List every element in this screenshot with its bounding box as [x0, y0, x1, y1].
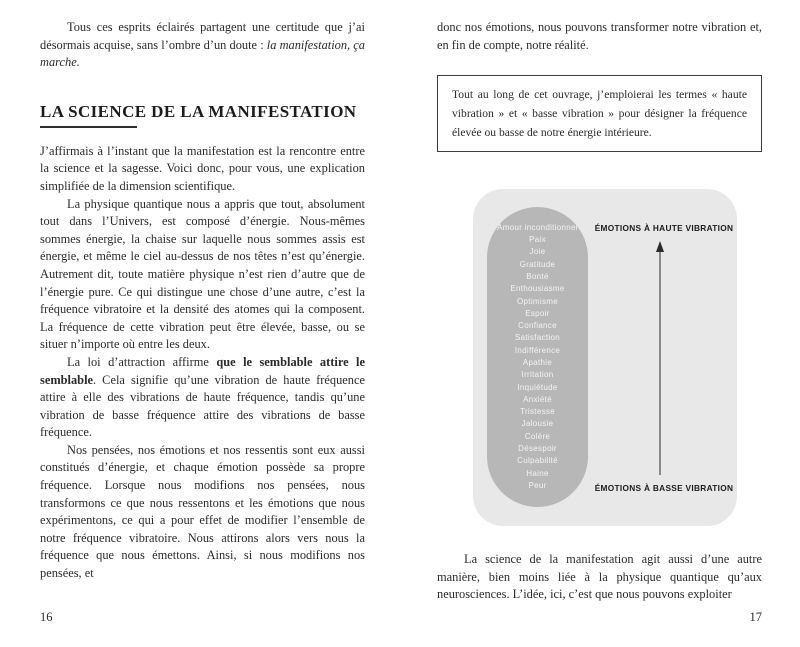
- emotion-label: Jalousie: [521, 419, 554, 429]
- heading-underline: [40, 126, 137, 128]
- emotion-label: Confiance: [518, 321, 557, 331]
- closing-paragraph: La science de la manifestation agit aussi d’une autre manière, bien moins liée à la physique quantique qu’aux neurosciences. L’idée, ici, c’est que nous pouvons exploiter: [437, 552, 762, 602]
- emotion-label: Enthousiasme: [510, 284, 565, 294]
- emotion-label: Indifférence: [514, 345, 561, 355]
- paragraph: J’affirmais à l’instant que la manifestation est la rencontre entre la science et la sagesse. Voici donc, pour vous, une explication simplifiée de la dimension scientifique.: [40, 143, 365, 193]
- emotion-label: Anxiété: [523, 394, 552, 404]
- continuation-paragraph: donc nos émotions, nous pouvons transformer notre vibration et, en fin de compte, notre réalité.: [437, 20, 762, 52]
- emotion-label: Haine: [526, 468, 549, 478]
- opening-paragraph: Tous ces esprits éclairés partagent une certitude que j’ai désormais acquise, sans l’ombre d’un doute : la manifestation, ça marche.: [40, 20, 365, 70]
- paragraph: La physique quantique nous a appris que tout, absolument tout dans l’Univers, est composé d’énergie. Nous-mêmes sommes énergie, la chaise sur laquelle nous sommes assis est énergie, et même le ciel au-dessus de nos têtes n’est qu’énergie. Autrement dit, toute matière physique n’est rien d’autre que de l’énergie pure. Ce qui distingue une chose d’une autre, c’est la fréquence vibratoire et la densité des atomes qui la composent. La fréquence de cette vibration peut être élevée, basse, ou se situer n’importe où entre les deux.: [40, 196, 365, 352]
- page-number-right: 17: [749, 610, 762, 624]
- emotion-label: Désespoir: [518, 444, 557, 454]
- vibration-diagram: [473, 189, 737, 526]
- emotion-label: Espoir: [525, 308, 550, 318]
- page-number-left: 16: [40, 610, 53, 624]
- emotion-label: Peur: [528, 480, 547, 490]
- emotion-label: Satisfaction: [515, 333, 560, 343]
- emotion-label: Optimisme: [517, 296, 558, 306]
- emotion-capsule: [487, 207, 588, 507]
- emotion-label: Paix: [529, 235, 546, 245]
- emotion-label: Culpabilité: [517, 456, 558, 466]
- left-page: [40, 0, 365, 647]
- emotion-label: Apathie: [522, 358, 553, 367]
- emotion-label: Amour inconditionnel: [497, 222, 578, 232]
- right-page: [437, 0, 762, 647]
- emotion-label: Irritation: [521, 370, 554, 380]
- callout-box: [437, 75, 762, 152]
- section-heading: LA SCIENCE DE LA MANIFESTATION: [40, 101, 357, 121]
- paragraph: Nos pensées, nos émotions et nos ressentis sont eux aussi constitués d’énergie, et chaque émotion possède sa propre fréquence. Lorsque nous modifions nos pensées, nous transformons ce que nous ressentons et les émotions que nous expérimentons, ce qui a pour effet de modifier l’ensemble de notre fréquence vibratoire. Nous attirons alors vers nous la fréquence que nous émettons. Ainsi, si nous modifions nos pensées, et: [40, 442, 365, 581]
- emotion-label: Bonté: [526, 271, 549, 281]
- emotion-label: Gratitude: [519, 259, 556, 269]
- emotion-label: Inquiétude: [517, 382, 558, 392]
- high-vibration-label: ÉMOTIONS À HAUTE VIBRATION: [594, 223, 734, 233]
- up-arrow-icon: [654, 241, 666, 475]
- paragraph: La loi d’attraction affirme que le semblable attire le semblable. Cela signifie qu’une vibration de haute fréquence attire à elle des vibrations de haute fréquence, tandis qu’une vibration de basse fréquence attire des vibrations de basse fréquence.: [40, 354, 365, 440]
- emotion-label: Tristesse: [520, 407, 555, 417]
- low-vibration-label: ÉMOTIONS À BASSE VIBRATION: [594, 483, 734, 493]
- emotion-label: Colère: [524, 431, 551, 441]
- emotion-label: Joie: [529, 247, 546, 257]
- callout-text: Tout au long de cet ouvrage, j’emploierai les termes « haute vibration » et « basse vibration » pour désigner la fréquence élevée ou basse de notre énergie intérieure.: [452, 88, 747, 140]
